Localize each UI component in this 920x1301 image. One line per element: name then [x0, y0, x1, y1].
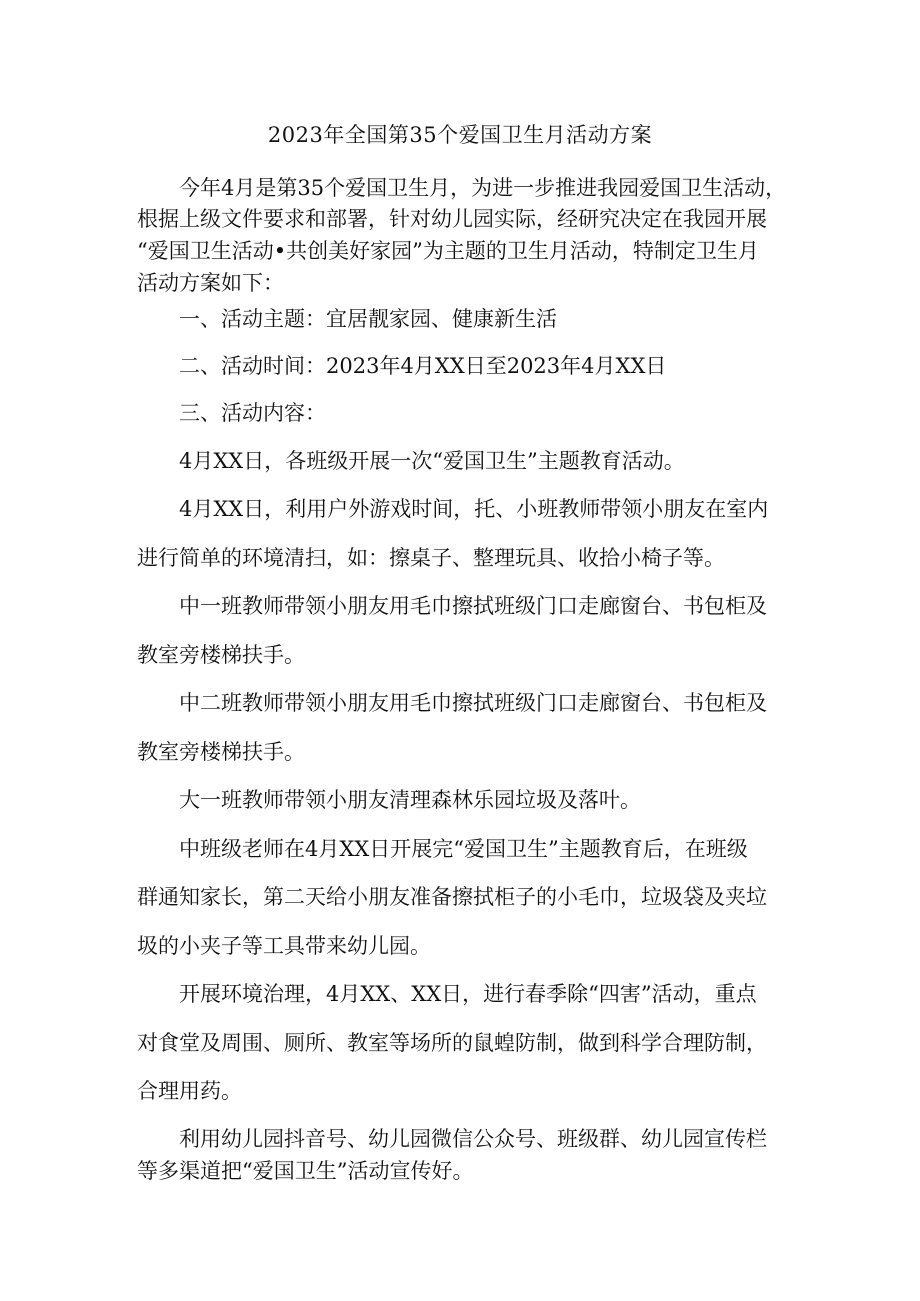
content-item-7-line-1: 开展环境治理，4月XX、XX日，进行春季除“四害”活动，重点 — [179, 982, 757, 1006]
content-item-5: 大一班教师带领小朋友清理森林乐园垃圾及落叶。 — [179, 788, 641, 812]
intro-line-1: 今年4月是第35个爱国卫生月，为进一步推进我园爱国卫生活动， — [179, 176, 787, 200]
intro-line-3: “爱国卫生活动•共创美好家园”为主题的卫生月活动，特制定卫生月 — [137, 239, 759, 263]
content-item-6-line-1: 中班级老师在4月XX日开展完“爱国卫生”主题教育后，在班级 — [179, 837, 748, 861]
content-item-7-line-2: 对食堂及周围、厕所、教室等场所的鼠蝗防制，做到科学合理防制， — [137, 1031, 767, 1055]
content-item-3-line-1: 中一班教师带领小朋友用毛巾擦拭班级门口走廊窗台、书包柜及 — [179, 594, 767, 618]
intro-line-4: 活动方案如下： — [137, 271, 284, 295]
content-item-6-line-2: 群通知家长，第二天给小朋友准备擦拭柜子的小毛巾，垃圾袋及夹垃 — [137, 885, 767, 909]
content-item-1: 4月XX日，各班级开展一次“爱国卫生”主题教育活动。 — [179, 449, 685, 473]
content-item-2-line-1: 4月XX日，利用户外游戏时间，托、小班教师带领小朋友在室内 — [179, 497, 769, 521]
content-item-8-line-2: 等多渠道把“爱国卫生”活动宣传好。 — [137, 1159, 474, 1183]
content-item-6-line-3: 圾的小夹子等工具带来幼儿园。 — [137, 934, 431, 958]
content-item-4-line-2: 教室旁楼梯扶手。 — [137, 740, 305, 764]
document-title: 2023年全国第35个爱国卫生月活动方案 — [267, 123, 653, 147]
content-item-7-line-3: 合理用药。 — [137, 1079, 242, 1103]
content-item-2-line-2: 进行简单的环境清扫，如：擦桌子、整理玩具、收拾小椅子等。 — [137, 546, 725, 570]
content-item-8-line-1: 利用幼儿园抖音号、幼儿园微信公众号、班级群、幼儿园宣传栏 — [179, 1127, 767, 1151]
section-time: 二、活动时间：2023年4月XX日至2023年4月XX日 — [179, 354, 667, 378]
intro-line-2: 根据上级文件要求和部署，针对幼儿园实际，经研究决定在我园开展 — [137, 207, 767, 231]
content-item-4-line-1: 中二班教师带领小朋友用毛巾擦拭班级门口走廊窗台、书包柜及 — [179, 691, 767, 715]
content-item-3-line-2: 教室旁楼梯扶手。 — [137, 643, 305, 667]
section-content: 三、活动内容： — [179, 401, 326, 425]
section-theme: 一、活动主题：宜居靓家园、健康新生活 — [179, 307, 557, 331]
